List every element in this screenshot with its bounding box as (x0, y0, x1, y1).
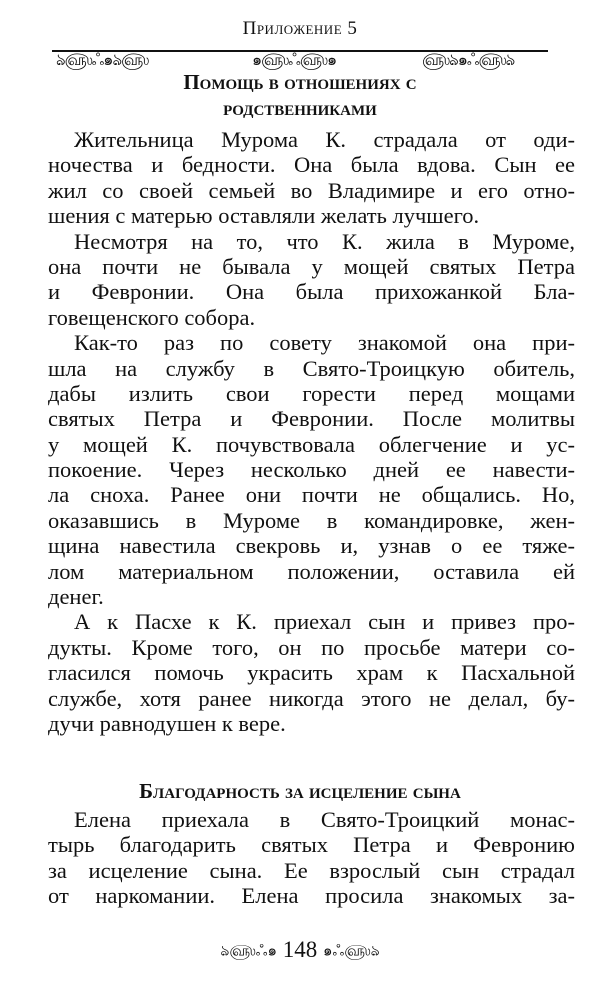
text-line: покоение. Через несколько дней ее навести- (48, 457, 575, 483)
text-line: щина навестила свекровь и, узнав о ее тяже- (48, 533, 575, 559)
text-line: у мощей К. почувствовала облегчение и ус- (48, 431, 575, 457)
page-footer (0, 937, 600, 965)
section2-title: Благодарность за исцеление сына (139, 779, 461, 803)
text-line: А к Пасхе к К. приехал сын и привез про- (74, 609, 575, 635)
ornament-center-icon: ๑௵ஃ௵๑ (252, 52, 337, 69)
section-title: Помощь в отношениях с (183, 70, 417, 94)
text-line: тырь благодарить святых Петра и Февронию (48, 832, 575, 858)
text-line: службе, хотя ранее никогда этого не делал, бу- (48, 685, 575, 711)
text-line: она почти не бывала у мощей святых Петра (48, 253, 575, 279)
text-line: Жительница Мурома К. страдала от оди- (74, 127, 575, 152)
ornament-left-icon: ঌ௵ஃ๑ঌ௵ (56, 52, 149, 69)
text-line: Как-то раз по совету знакомой она при- (74, 330, 575, 356)
text-line: дукты. Кроме того, он по просьбе матери со- (48, 634, 575, 660)
text-line: шла на службу в Свято-Троицкую обитель, (48, 355, 575, 381)
text-line: за исцеление сына. Ее взрослый сын страдал (48, 857, 575, 883)
text-line: денег. (48, 584, 104, 610)
section-title-cont: родственниками (223, 96, 377, 120)
text-line: святых Петра и Февронии. После молитвы (48, 406, 575, 432)
page-number: 148 (282, 937, 318, 962)
running-head: Приложение 5 (242, 18, 358, 39)
section1-body (48, 127, 575, 736)
text-line: дабы излить свои горести перед мощами (48, 380, 575, 406)
text-line: ночества и бедности. Она была вдова. Сын ее (48, 152, 575, 178)
text-line: Елена приехала в Свято-Троицкий монас- (74, 807, 575, 832)
section2-body (48, 807, 575, 909)
text-line: гласился помочь украсить храм к Пасхальной (48, 660, 575, 686)
text-line: говещенского собора. (48, 304, 256, 330)
text-line: шения с матерью оставляли желать лучшего. (48, 203, 480, 229)
text-line: оказавшись в Муроме в командировке, жен- (48, 507, 575, 533)
text-line: ла сноха. Ранее они почти не общались. Но, (48, 482, 575, 508)
text-line: дучи равнодушен к вере. (48, 710, 286, 736)
ornament-right-icon: ௵ঌ๑ஃ௵ঌ (422, 52, 515, 69)
text-line: и Февронии. Она была прихожанкой Бла- (48, 279, 575, 305)
text-line: Несмотря на то, что К. жила в Муроме, (74, 228, 575, 254)
text-line: от наркомании. Елена просила знакомых за- (48, 883, 575, 909)
ornament-footer-right-icon: ๑ஃ௵ঌ (323, 943, 380, 960)
ornament-footer-left-icon: ঌ௵ஃ๑ (220, 943, 277, 960)
text-line: лом материальном положении, оставила ей (48, 558, 575, 584)
text-line: жил со своей семьей во Владимире и его отно- (48, 177, 575, 203)
